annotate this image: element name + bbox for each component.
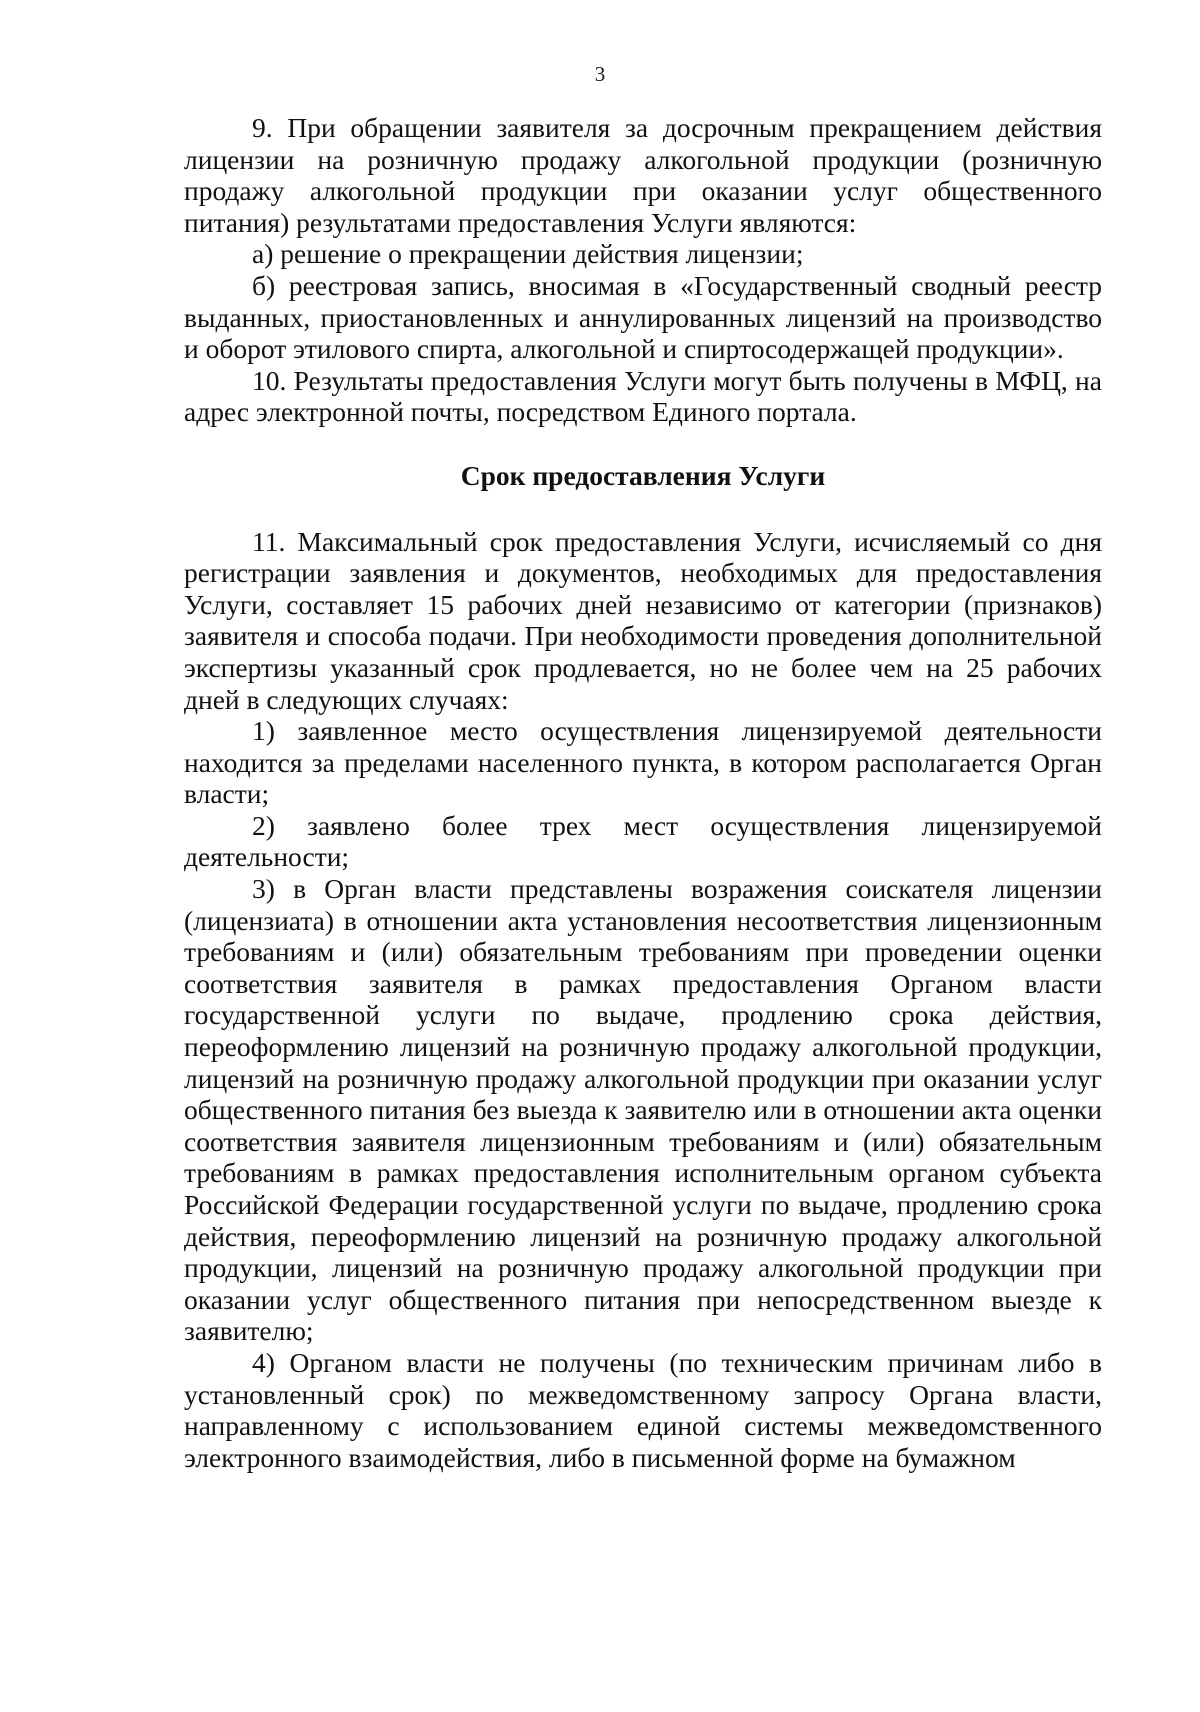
paragraph-11: 11. Максимальный срок предоставления Услуги, исчисляемый со дня регистрации заявления и документов, необходимых для предоставления Услуги, составляет 15 рабочих дней независимо от категории (признаков) заявителя и способа подачи. При необходимости проведения дополнительной экспертизы указанный срок продлевается, но не более чем на 25 рабочих дней в следующих случаях: bbox=[184, 525, 1102, 715]
document-body bbox=[184, 112, 1102, 1473]
paragraph-9-a: а) решение о прекращении действия лицензии; bbox=[252, 238, 804, 270]
page-number: 3 bbox=[594, 62, 606, 86]
section-heading: Срок предоставления Услуги bbox=[460, 459, 826, 491]
paragraph-10: 10. Результаты предоставления Услуги могут быть получены в МФЦ, на адрес электронной почты, посредством Единого портала. bbox=[184, 364, 1102, 428]
paragraph-11-item-2: 2) заявлено более трех мест осуществления лицензируемой деятельности; bbox=[184, 809, 1102, 873]
paragraph-9: 9. При обращении заявителя за досрочным прекращением действия лицензии на розничную продажу алкогольной продукции (розничную продажу алкогольной продукции при оказании услуг общественного питания) результатами предоставления Услуги являются: bbox=[184, 112, 1102, 238]
paragraph-11-item-3: 3) в Орган власти представлены возражения соискателя лицензии (лицензиата) в отношении акта установления несоответствия лицензионным требованиям и (или) обязательным требованиям при проведении оценки соответствия заявителя в рамках предоставления Органом власти государственной услуги по выдаче, продлению срока действия, переоформлению лицензий на розничную продажу алкогольной продукции, лицензий на розничную продажу алкогольной продукции при оказании услуг общественного питания без выезда к заявителю или в отношении акта оценки соответствия заявителя лицензионным требованиям и (или) обязательным требованиям в рамках предоставления исполнительным органом субъекта Российской Федерации государственной услуги по выдаче, продлению срока действия, переоформлению лицензий на розничную продажу алкогольной продукции, лицензий на розничную продажу алкогольной продукции при оказании услуг общественного питания при непосредственном выезде к заявителю; bbox=[184, 873, 1102, 1347]
paragraph-11-item-4: 4) Органом власти не получены (по техническим причинам либо в установленный срок) по межведомственному запросу Органа власти, направленному с использованием единой системы межведомственного электронного взаимодействия, либо в письменной форме на бумажном bbox=[184, 1346, 1102, 1473]
paragraph-11-item-1: 1) заявленное место осуществления лицензируемой деятельности находится за пределами населенного пункта, в котором располагается Орган власти; bbox=[184, 715, 1102, 810]
paragraph-9-b: б) реестровая запись, вносимая в «Государственный сводный реестр выданных, приостановленных и аннулированных лицензий на производство и оборот этилового спирта, алкогольной и спиртосодержащей продукции». bbox=[184, 269, 1102, 365]
